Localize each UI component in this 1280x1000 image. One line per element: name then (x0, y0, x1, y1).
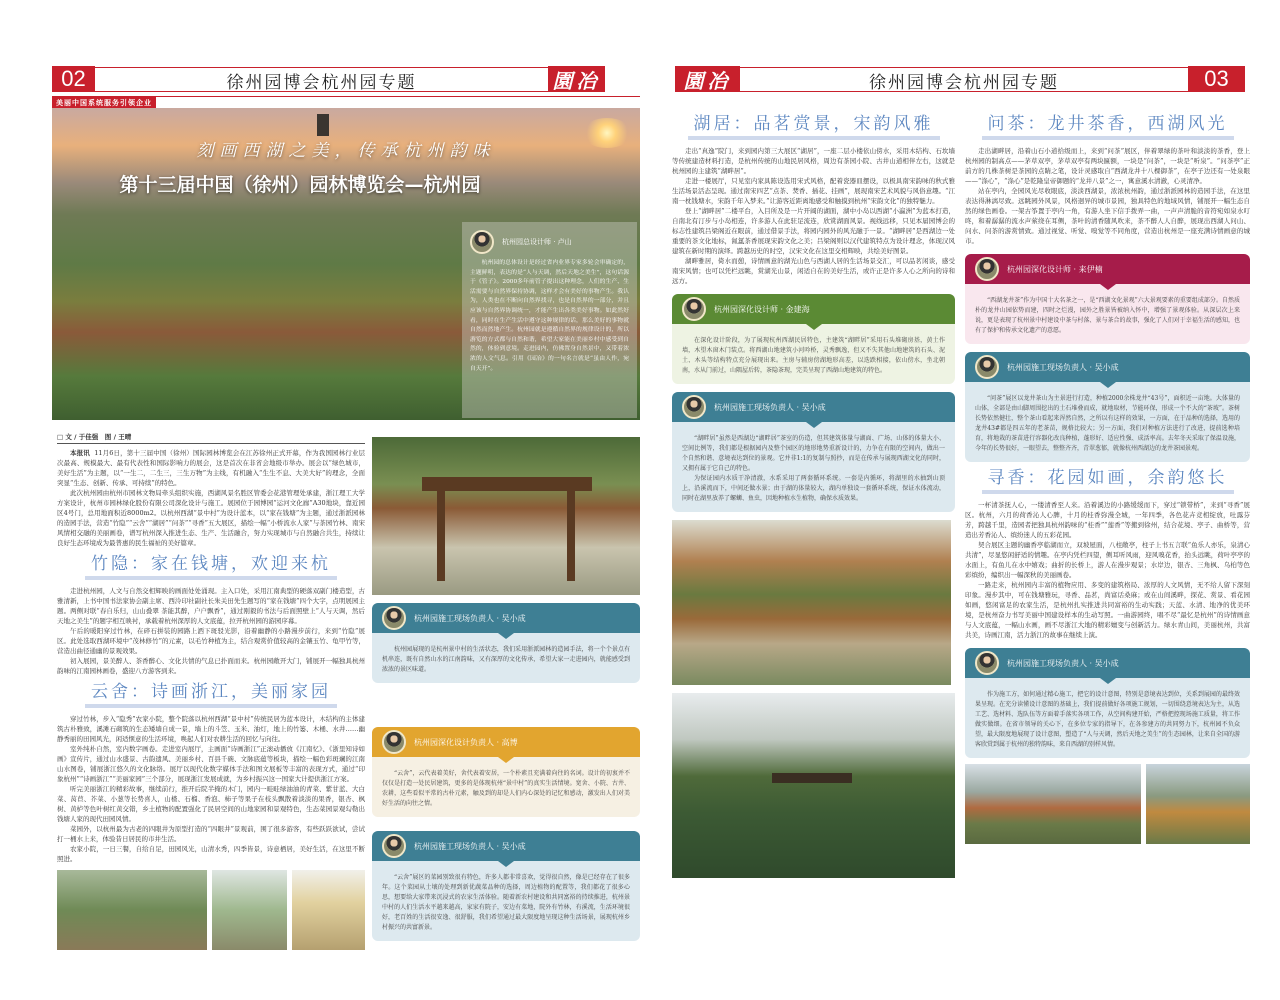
paragraph: 一路走来，杭州园内丰富的植物应用、多变的建筑格局、浓厚的人文风情，无不给人留下深刻印象。漫步其中，可在钱塘雅玩，寻香、品茗，尚富话桑麻；或在山间溪畔，探花、赏景、看花园如画，悠闲富足的农家生活，是杭州扎实推进共同富裕的生动实践；天蓝、水清、地净的优美环境，是杭州奋力书写美丽中国建设样本的生动写照。一曲游园终，唱不尽“最忆是杭州”的诗情画意与人文底蕴，一幅山水画，画不尽浙江大地的精彩嬗变与创新活力。绿水青山间，美丽杭州，共富共美，诗画江南，活力浙江的故事在继续上演。 (965, 581, 1250, 639)
avatar (682, 297, 706, 321)
quote-box-design-lead (372, 727, 640, 817)
avatar (382, 606, 406, 630)
brand-logo-left: 園冶 (548, 66, 605, 92)
quote-box-text: “问茶”展区以龙井茶山为主景进行打造，种植2000余株龙井“43号”，面积近一亩地。大体量的山体，全部是由山脚周围挖出的土石堆叠而成，就地取材，节能环保，形成一个不大的“茶坡”。茶树长势依然健壮，整个茶山看起来浑然自然，之所以有这样的效果，一方面，在于品种的选择，选用的龙井43#都是四五年的老茶苗，规格比较大；另一方面，我们对种植方法进行了改进，提前选种培育，将地栽的茶苗进行容器化改良种植，蓬形好、适应性强、成活率高。去年冬天采取了保温设施，今年的长势很好，一眼望去，整整齐齐，青翠葱郁，就像杭州西湖边的龙井茶园景观。 (975, 395, 1240, 452)
hero-title: 第十三届中国（徐州）园林博览会—杭州园 (119, 174, 481, 196)
paragraph: 契合展区主题的幽香亭临湖而立，双坡屋面，八柱敞亭，柱子上书五言联“鱼乐人亦乐，泉清心共清”，尽显悠闲舒适的情趣。在亭内凭栏四望，侧耳听风雨，迎风嗅花香，抬头远眺，荷叶亭亭的水面上，有鱼儿在水中嬉戏；曲折的长桥上，游人在漫步观景；水岸边，银杏、三角枫、乌桕等色彩缤纷，编织出一幅深秋的美丽画卷。 (965, 541, 1250, 579)
chief-designer-label: 杭州园总设计师 · 卢山 (502, 238, 572, 246)
section-xunxiang-text (965, 500, 1250, 640)
quote-box-label: 杭州园施工现场负责人 · 吴小成 (1007, 658, 1119, 668)
brand-logo-right: 園冶 (675, 66, 740, 92)
avatar (975, 355, 999, 379)
avatar (682, 395, 706, 419)
paragraph: 走进杭州园，人文与自然交相辉映的画面处处涌现。主入口处，采用江南典型的硬落双副门楼造型，古雅清新，上书中国书法家协会副主席、西泠印社副社长朱关田先生题写的“家在钱塘”四个大字，点明展园主题。两侧对联“春自乐归，山山叠翠 茶能其醉，户户飘香”，通过刚毅的书法与后面照壁上“人与天调，然后天地之美生”的题字相互映衬，承载着杭州深厚的人文底蕴，拉开杭州园的游园序幕。 (57, 587, 365, 625)
quote-box-construction-1 (372, 603, 640, 683)
quote-box-label: 杭州园施工现场负责人 · 吴小成 (414, 613, 526, 623)
section-heading-xunxiang: 寻香：花园如画，余韵悠长 (965, 468, 1250, 494)
chief-designer-box (462, 222, 637, 418)
paragraph: 听完美丽浙江的精彩故事，继续前行，推开后院半掩的木门，园内一畦畦绿油油的青菜、紫甘蓝、大白菜、莴苣、芥菜、小葱等长势喜人，山楂、石榴、香泡、柿子等果子在枝头飘散着淡淡的果香，银杏、枫树、黄栌等色叶树红黄交错，乡土植物的配置强化了民居空间的山地家园和景观特色，生态菜园景观勾勒出钱塘人家的现代田园风情。 (57, 785, 365, 823)
right-column-1 (672, 108, 955, 878)
paragraph: 走出“真逸”院门，来到园内第三大展区“湖居”，一座二层小楼依山傍水，采用木结构、石坎墙等传统建造材料打造，是杭州传统的山地民居风格，周边有茶园小院、古井山道相伴左右，这就是杭州园的主建筑“湖畔居”。 (672, 147, 955, 175)
chief-designer-quote: 杭州园的总体设计是经过省内业界专家多轮会审确定的，主题鲜明，表达的是“人与天调，然后天地之美生”，这句话源于《管子》。2000多年前管子提出这种理念，人们的生产、生活需要与自然界保持协调，这样才会有美好的事物产生。我认为，人类也在不断向自然界找寻，也是自然界的一部分，并且应该与自然界协调统一，才能产生出各类美好事物。如此然好看，同时在生产生活中遵守这种规律的话，那么美好的事物就自然而然地产生。杭州园就是遵循自然界的规律设计的，所以游览的方式都与自然和谐，希望大家能在美丽乡村中感受到自然的，体验到意境。走进园内，仿佛置身自然景中，又带着浓浓的人文气息。引用《园冶》的一句名言就是“虽由人作，宛自天开”。 (470, 260, 629, 372)
header-title-right: 徐州园博会杭州园专题 (869, 73, 1059, 93)
avatar (382, 834, 406, 858)
quote-box-designer-lai (965, 254, 1250, 344)
paragraph: 初入展园，景美醉人、茶香醉心、文化共情的气息已扑面而来。杭州园敞开大门，铺展开一幅独具杭州韵味的江南园林画卷，盛迎八方游客到来。 (57, 657, 365, 675)
pagoda-icon (317, 114, 329, 136)
quote-box-label: 杭州园深化设计负责人 · 高博 (414, 737, 518, 747)
paragraph: 穿过竹林，步入“隐秀”农家小院，整个院落以杭州西湖“景中村”传统民居为蓝本设计，木结构的主体建筑古朴雅致，溪滩石砌筑的生态矮墙自成一景，墙上的斗笠、玉米、油灯，地上的竹篓、木桶、水井……幽静秀丽的田园风光，闲适惬意的生活环境，唤起人们对农耕生活的回忆与向往。 (57, 715, 365, 743)
paragraph: 室外纯朴自然，室内数字画卷。走进室内展厅，主画面“诗画浙江”正滚动播放《江南忆》、《浙里知诗如画》宣传片，通过山水盛景、古韵遗风、美丽乡村、百县千碗、文脉底蕴等板块，描绘一幅色彩斑斓的江南山水图卷，铺展浙江悠久的文化脉络。展厅以现代化数字媒体手法和图文展板等丰富的表现方式，通过“印象杭州”“诗画浙江”“美丽家园”三个部分，展现浙江发展成就，为乡村振兴这一国家大计提供浙江方案。 (57, 745, 365, 783)
paragraph: 农家小院，一日三餐，自给自足，田园风光，山清水秀，四季皆景，诗意栖居，美好生活，在这里不断照进。 (57, 845, 365, 863)
header-title-left: 徐州园博会杭州园专题 (226, 73, 417, 93)
photo-pavilion-gate (372, 437, 640, 595)
avatar (382, 730, 406, 754)
paragraph: 湖畔雅居，倚水而憩，诗情画意的湖光山色与西湖人居的生活场景交汇，可以品茗闲谈，感受南宋风情；也可以凭栏远眺，赏湖光山景，闲适自在的美好生活，或许正是许多人心之所向的诗和远方。 (672, 257, 955, 285)
quote-box-construction-5 (965, 648, 1250, 758)
paragraph: 站在亭内，全园风光尽收眼底，淡淡西湖景，浓浓杭州韵，通过浙派园林的造园手法，在这里表达得淋漓尽致。远眺园外风景，风格迥异的城市景园，独具特色的地域风情，铺展开一幅生态自然的绿色画卷。一架古筝置于亭内一角，有游人坐下信手拨弄一曲，一声声清脆的音符宛如泉水叮咚，和着潺潺的流水声萦绕在耳侧，茶叶的清香随风吹来，茶不醉人人自醉，展现出西湖人问山、问水、问茶的游赏情致。通过视觉、听觉、嗅觉等不同角度，营造出杭州是一座充满诗情画意的城市。 (965, 187, 1250, 245)
intro-paragraph: 11月6日，第十三届中国（徐州）国际园林博览会在江苏徐州正式开幕，作为我国园林行业层次最高、规模最大、最有代表性和国际影响力的展会，这是首次在非省会地级市举办。展会以“绿色城市，美好生活”为主题，以“一生二，二生三，三生万物”为主线，有机融入“生生不息、大美大好”的理念，全面突显“生态、创新、传承、可持续”的特色。 (57, 449, 365, 487)
quote-box-text: “西湖龙井茶”作为中国十大名茶之一，是“西湖文化景观”六大景观要素的重要组成部分。自然质朴的龙井山园依势而建，四时之烂漫，园外之胜景皆被纳入怀中，增强了景观体验。从深层次上来说，更是表现了杭州景中村建设中茶与村落、景与茶合的故事，强化了人们对于幸福生活的感知，也有了保护和传承文化遗产的意愿。 (975, 297, 1240, 334)
byline: □ 文 / 于佳强 图 / 王晴 (57, 432, 365, 444)
quote-box-text: “云舍”展区的菜园别致很有特色，许多人都非常喜欢，觉得很自然，像是已经存在了很多年。这个菜园从土壤的处理到新优蔬菜品种的选择，周边植物的配置等，我们都花了很多心思，想要给大家带来沉浸式的农家生活体验。随着新农村建设和共同富裕的持续推进，杭州景中村的人们生活水平越来越高，家家有院子，安边有菜地，院外有竹林，有溪流，生活环境很好，老百姓的生活很安逸、很舒服，我们希望通过最大限度地呈现这种生活场景，展现杭州乡村振兴的共富新景。 (382, 874, 630, 931)
hero-subtitle: 刻画西湖之美，传承杭州韵味 (196, 141, 496, 161)
photo-lake-pavilion (672, 693, 955, 878)
paragraph: 登上“湖畔居”二楼平台，入目所及是一片开阔的湖面，湖中小岛以西湖“小瀛洲”为蓝本打造，自南北有汀步与小岛相连，许多游人在此驻足流连，欣赏湖面风景。视线远移，只见本届园博会的标志性建筑吕梁阁近在眼前，通过借景手法，将园内园外的风光融于一景。“湖畔居”是西湖边一处重要的茶文化地标，氤氲茶香展现宋韵文化之美；吕梁阁则以汉代建筑特点为设计理念，体现汉风建筑在新时期的演绎。跨越历史的时空，汉宋文化在这里交相辉映，共绘美好图景。 (672, 207, 955, 255)
page-number-left: 02 (52, 66, 95, 92)
avatar (470, 230, 494, 254)
quote-box-designer-jin (672, 294, 955, 384)
quote-box-text: “云舍”，云代表着美好，舍代表着安居，一个朴素且充满着向往的名词。设计的初衷并不仅仅是打造一处民居建筑，更多的是体现杭州“景中村”的真实生活情境。宽舍、小院、古井、农耕，这些看似平常的古朴元素，触及到的却是人们内心深处的记忆和感动，激发出人们对美好生活的向往之情。 (382, 770, 630, 807)
page-number-right: 03 (1188, 66, 1245, 92)
quote-box-construction-4 (965, 352, 1250, 462)
quote-box-construction-3 (672, 392, 955, 512)
photo-vegetable-garden (57, 870, 207, 950)
quote-box-text: “湖畔居”虽然是西湖边“湖畔居”茶室的仿造，但其建筑体量与湖面、广场、山体的体量大小、空间比例等，我们都是根据园内及整个园区的地形地势重新设计的，力争在有限的空间内，做出一个自然和谐、意境表达到位的景观。它并非1:1的复制与照抄，而是在传承与展现西湖文化的同时，又拥有属于它自己的特色。 (682, 435, 945, 472)
photo-courtyard (212, 870, 287, 950)
quote-box-label: 杭州园施工现场负责人 · 吴小成 (414, 841, 526, 851)
left-side-column (372, 437, 640, 941)
paragraph: 菜园外，以杭州最为古老的四眼井为原型打造的“四眼井”景观前，围了很多游客，有些跃跃欲试，尝试打一桶水上来，体验昔日居民的市井生活。 (57, 825, 365, 843)
section-heading-huju: 湖居：品茗赏景，宋韵风雅 (672, 114, 955, 140)
quote-box-text: 为保证园内水质干净清澈，水系采用了两套循环系统。一套是内循环，将湖里的水抽到山顶上，沿溪流而下，中间还做水景；由于湖的体量较大，湖内单独设一套循环系统，保证水体流动，同时在湖里放养了螺蛳、鱼虫，因地种植水生植物，确保水质效果。 (682, 475, 945, 502)
section-heading-wencha: 问茶：龙井茶香，西湖风光 (965, 114, 1250, 140)
paragraph: 走出湖畔居，沿着山石小道拾级而上，来到“问茶”展区，伴着翠绿的茶叶和淡淡的茶香，登上杭州园的制高点——茅草双亭，茅草双亭有两块匾额，一块是“问茶”，一块是“听泉”。“问茶亭”正前方的几株茶树是茶园的点睛之笔，设计灵感取自“西湖龙井十八棵御茶”，在亭子边还有一处泉眼——“涤心”，“涤心”是乾隆皇帝御题的“龙井八景”之一，寓意溪水清澈，心灵清净。 (965, 147, 1250, 185)
quote-box-label: 杭州园深化设计师 · 金建海 (714, 304, 810, 314)
avatar (975, 651, 999, 675)
quote-box-label: 杭州园施工现场负责人 · 吴小成 (714, 402, 826, 412)
quote-box-text: 在深化设计阶段，为了展现杭州西湖民居特色，主建筑“湖畔居”采用石头堆砌房基，黄土作墙，木望木窗木门装点。将西湖山地建筑小河吟桥，灵秀飘逸，但又不失其他山地建筑的石头、泥土、木头等结构特点充分展现出来。主房与辅房傍湖地形高差，以迭跌相接，依山傍水，坐北朝南，水从门前过，山隅屋后转，茶隐茶现，完美呈现了西湖山地建筑的特色。 (682, 337, 945, 374)
section-wencha-text (965, 146, 1250, 246)
section-zhuyin-text (57, 586, 365, 676)
intro-lead: 本报讯 (70, 449, 90, 457)
quote-box-label: 杭州园深化设计师 · 来伊楠 (1007, 264, 1103, 274)
paragraph: 午后的暖阳穿过竹林，在碎石拼装的园路上洒下斑驳光影，沿着幽静的小路漫步前行，来到“竹隐”展区。此处选取西湖环境中“茂林修竹”的元素，以毛竹种植为主，结合观赏价值较高的金镶玉竹、龟甲竹等，营造出曲径通幽的景观效果。 (57, 627, 365, 655)
section-yunshe-text (57, 714, 365, 864)
paragraph: 一杯清茶抚人心，一缕清香至人来。沿着溪边的小路缓缓而下，穿过“锁带桥”，来到“寻香”展区。杭州，六月的荷香沁人心脾，十月的桂香弥漫全城，一年四季，各色花卉竞相绽放，吐露芬芳，跨越千里，造园者把独具杭州韵味的“桂香”“莲香”等搬到徐州，结合花境、亭子、曲桥等，营造出芳香沁人、缤纷迷人的五彩花园。 (965, 501, 1250, 539)
section-huju-text (672, 146, 955, 286)
paragraph: 走进一楼展厅，只见室内家具陈设选用宋式风格，配着瓷器皿摆设，以极具南宋韵味的秋式雅生活场景活态呈现。通过南宋四艺“点茶、焚香、插花、挂画”，展现南宋艺术风貌与风俗意趣。“江南一枕钱塘水，宋韵千年入梦来。”让游客近距离地感受和触摸到杭州“宋韵文化”的独特魅力。 (672, 177, 955, 205)
quote-box-text: 杭州园展现的是杭州景中村的生活状态，我们采用浙派园林的造园手法，将一个个景点有机串连，既有自然山水的江南韵味，又有深厚的文化传承，希望大家一走进园内，就能感受到浓浓的景区味道。 (382, 646, 630, 673)
section-heading-zhuyin: 竹隐：家在钱塘，欢迎来杭 (57, 554, 365, 580)
photo-lakeside-house (672, 520, 951, 685)
intro-paragraph: 此次杭州园由杭州市园林文物局牵头组织实施，西湖风景名胜区管委会花港管理处承建，浙江理工大学方案设计，杭州市园林绿化股份有限公司深化设计与施工。展园位于园博园“运河文化廊”A30地块，靠近园区4号门，总用地面积近8000m2。以杭州西湖“景中村”为设计蓝本，以“家在钱塘”为主题，通过浙派园林的造园手法，营造“竹隐”“云舍”“湖居”“问茶”“寻香”五大展区，描绘一幅“小桥流水人家”与茶园竹林、南宋风情相交融的美丽画卷，谱写杭州深入推进生态、生产、生活融合，努力实现城市与自然融合共生，持续让良好生态环境成为最普惠的民生福祉的美好篇章。 (57, 489, 365, 547)
photo-autumn-garden (965, 764, 1141, 844)
right-column-2 (965, 108, 1250, 844)
quote-box-construction-2 (372, 831, 640, 941)
photo-flower-path (1146, 764, 1250, 844)
intro-text (57, 448, 365, 548)
company-tag: 美丽中国系统服务引领企业 (52, 97, 156, 109)
left-main-column (57, 432, 365, 950)
section-heading-yunshe: 云舍：诗画浙江，美丽家园 (57, 682, 365, 708)
photo-cottage (292, 870, 365, 950)
avatar (975, 257, 999, 281)
quote-box-text: 作为施工方，如何通过精心施工，把它的设计意图，特别是意境表达到位，关系到展园的最终效果呈现。在充分读懂设计意图的基础上，我们提前做好各项施工规划，一切围绕意境表达为主，从选工艺、选材料、选队伍等方面着手落实各项工作，从空间构建开始，严格把控现场施工质量，将工作做实做细。在省市领导的关心下，在多位专家的指导下，在各参建方的共同努力下，杭州园不负众望，最大限度地展现了设计意图，塑造了“人与天调，然后天地之美生”的生态园林，让来自全国的游客欣赏到属于杭州的独特韵味，来自西湖的别样风情。 (975, 691, 1240, 748)
quote-box-label: 杭州园施工现场负责人 · 吴小成 (1007, 362, 1119, 372)
